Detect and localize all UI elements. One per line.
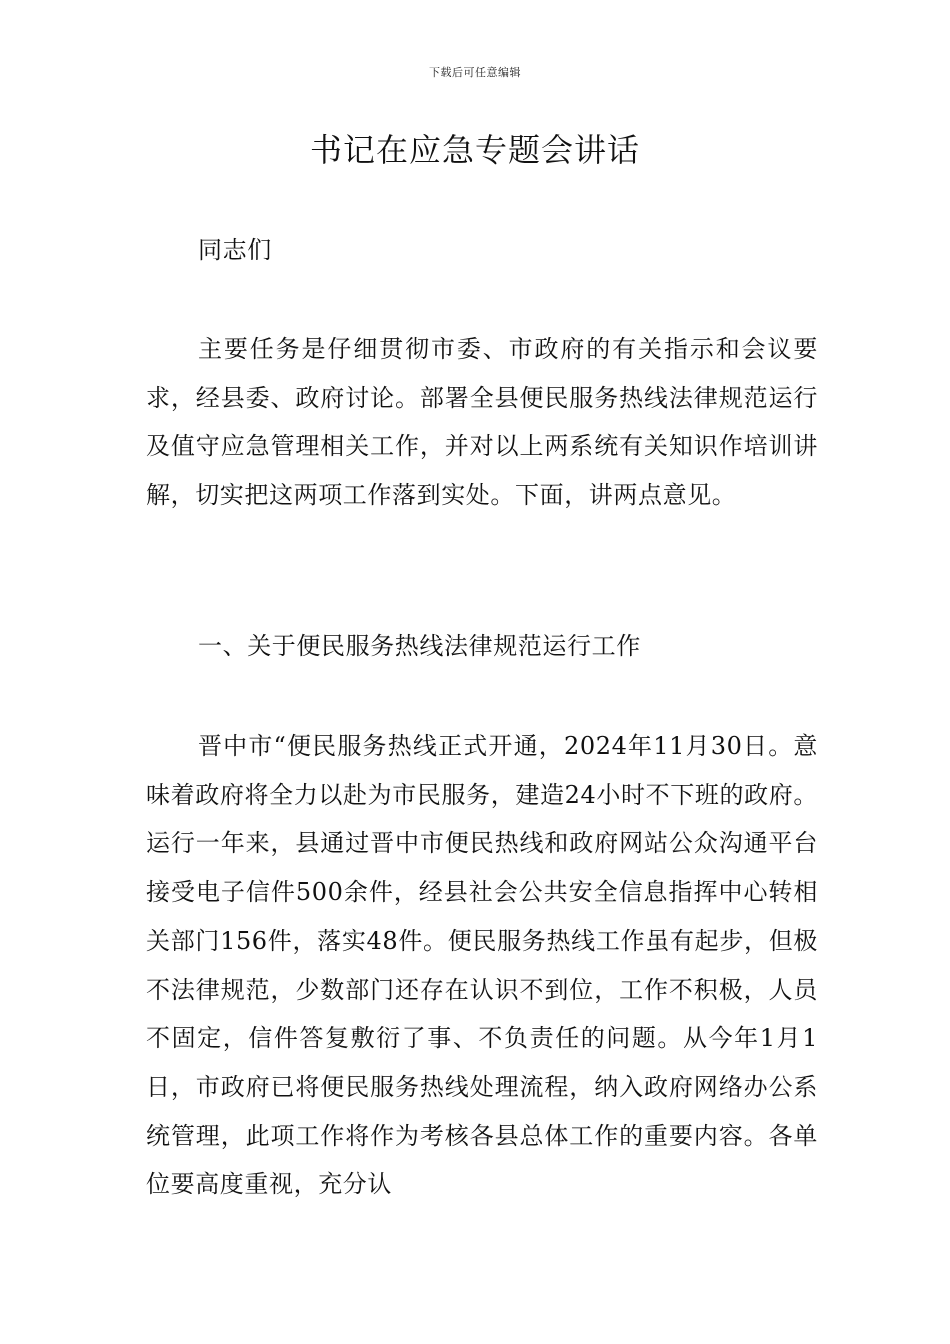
greeting: 同志们 [198, 236, 272, 264]
section-heading-1: 一、关于便民服务热线法律规范运行工作 [198, 632, 641, 660]
paragraph-2: 晋中市“便民服务热线正式开通，2024年11月30日。意味着政府将全力以赴为市民服务，建造24小时不下班的政府。运行一年来，县通过晋中市便民热线和政府网站公众沟通平台接受电子信件500余件，经县社会公共安全信息指挥中心转相关部门156件，落实48件。便民服务热线工作虽有起步，但极不法律规范，少数部门还存在认识不到位，工作不积极，人员不固定，信件答复敷衍了事、不负责任的问题。从今年1月1日，市政府已将便民服务热线处理流程，纳入政府网络办公系统管理，此项工作将作为考核各县总体工作的重要内容。各单位要高度重视，充分认 [146, 732, 818, 1199]
header-note: 下载后可任意编辑 [429, 66, 521, 79]
paragraph-1: 主要任务是仔细贯彻市委、市政府的有关指示和会议要求，经县委、政府讨论。部署全县便民服务热线法律规范运行及值守应急管理相关工作，并对以上两系统有关知识作培训讲解，切实把这两项工作落到实处。下面，讲两点意见。 [146, 335, 818, 510]
document-title: 书记在应急专题会讲话 [309, 131, 640, 169]
